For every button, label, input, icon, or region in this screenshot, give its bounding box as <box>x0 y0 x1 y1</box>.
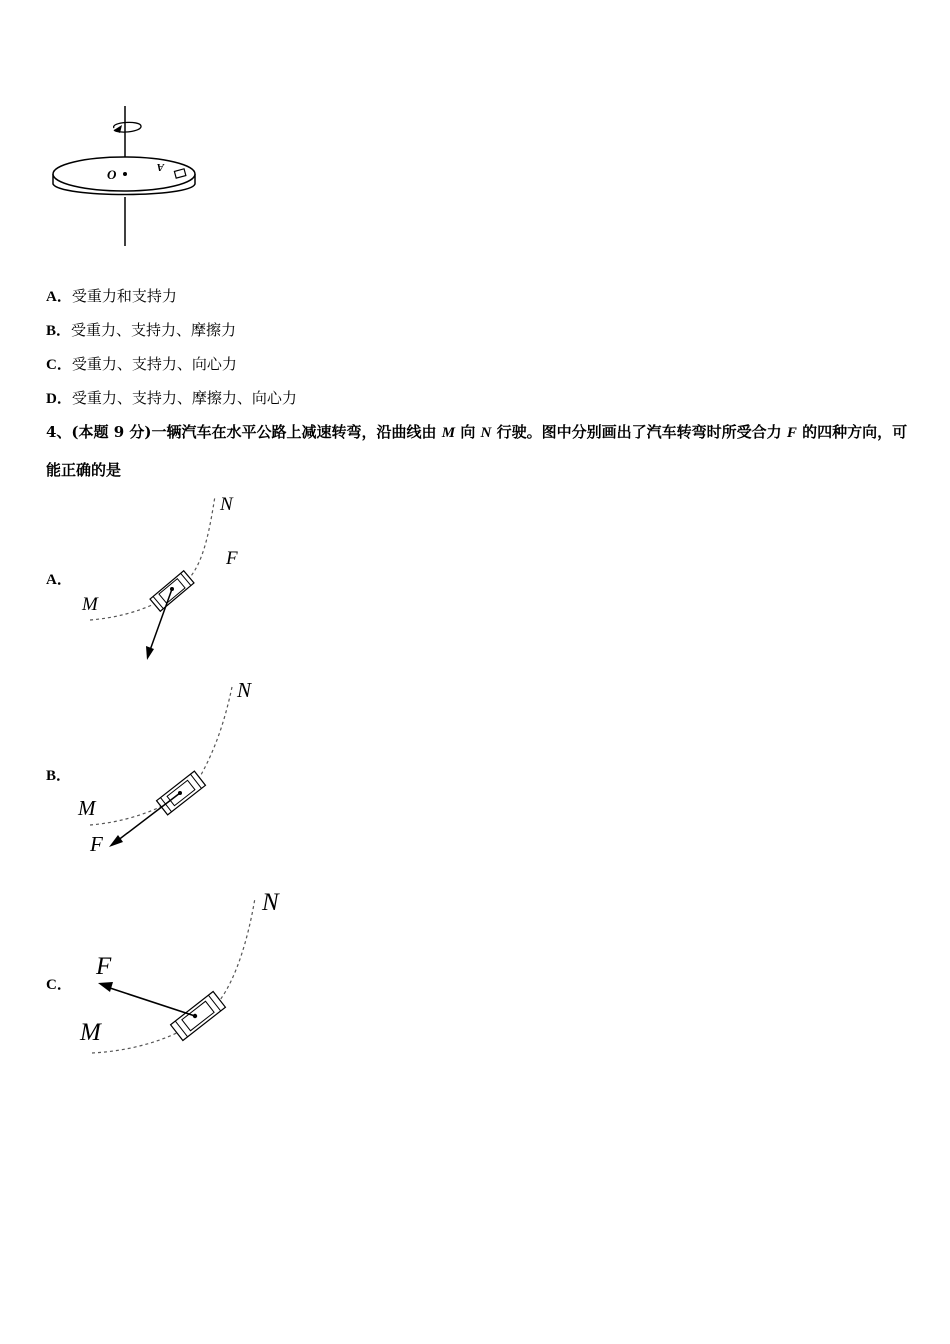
option-c <box>46 355 237 374</box>
choice-c-figure <box>70 880 300 1065</box>
disk-label-o: O <box>107 167 117 182</box>
choice-c-label: C． <box>46 977 72 993</box>
q4-n: N <box>480 425 492 441</box>
option-a <box>46 287 177 306</box>
q4-suffix: 的四种方向，可能正确的是 <box>46 423 908 479</box>
choice-a-figure <box>70 488 270 668</box>
choice-a-n: N <box>220 494 233 515</box>
choice-a-label: A． <box>46 572 72 588</box>
rotating-disk-figure <box>40 100 210 250</box>
option-text: 受重力、支持力、摩擦力、向心力 <box>71 389 297 407</box>
option-letter: D． <box>46 391 72 407</box>
option-b <box>46 321 236 340</box>
option-d <box>46 389 297 408</box>
q4-f: F <box>786 425 797 441</box>
choice-c-m: M <box>80 1019 101 1046</box>
choice-a-f: F <box>226 548 238 569</box>
question-4-text <box>46 414 916 489</box>
choice-a-m: M <box>82 594 98 615</box>
choice-c-f: F <box>96 953 112 980</box>
option-text: 受重力、支持力、摩擦力 <box>71 321 237 339</box>
choice-b-m: M <box>78 796 96 820</box>
choice-b-figure <box>70 675 280 860</box>
disk-label-a: A <box>156 161 164 173</box>
choice-b-n: N <box>237 678 252 702</box>
q4-prefix: 4、(本题 9 分)一辆汽车在水平公路上减速转弯，沿曲线由 <box>46 423 442 441</box>
option-letter: B． <box>46 323 72 339</box>
q4-mid2: 行驶。图中分别画出了汽车转弯时所受合力 <box>491 423 787 441</box>
option-letter: C． <box>46 357 72 373</box>
choice-b-label: B． <box>46 768 72 784</box>
q4-mid1: 向 <box>455 423 481 441</box>
option-text: 受重力和支持力 <box>71 287 177 305</box>
q4-m: M <box>441 425 456 441</box>
choice-c-n: N <box>262 889 279 916</box>
option-letter: A． <box>46 289 72 305</box>
choice-b-f: F <box>90 832 103 856</box>
option-text: 受重力、支持力、向心力 <box>71 355 237 373</box>
